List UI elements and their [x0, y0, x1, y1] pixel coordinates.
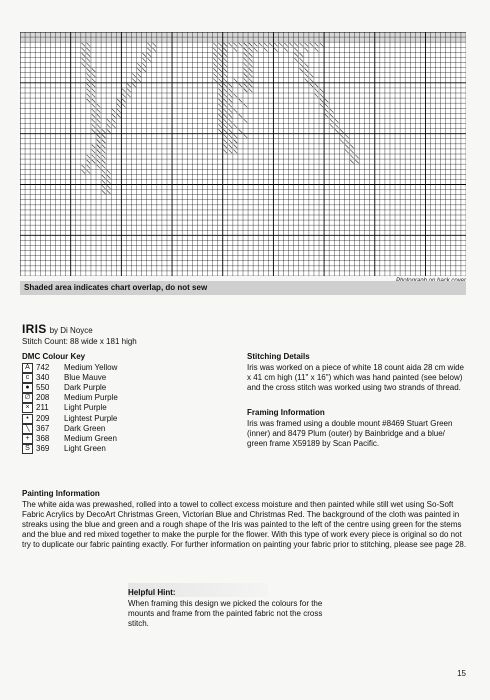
colour-key-row — [22, 403, 118, 413]
hint-text: When framing this design we picked the colours for the mounts and frame from the painted fabric not the cross stitch. — [128, 599, 323, 628]
colour-key-table — [22, 363, 118, 454]
dmc-code: 208 — [36, 393, 50, 403]
dmc-code: 742 — [36, 363, 50, 373]
hint-heading: Helpful Hint: — [128, 588, 176, 597]
colour-name: Blue Mauve — [64, 373, 107, 383]
colour-name: Dark Green — [64, 423, 106, 433]
colour-key-row — [22, 363, 118, 373]
dmc-code: 368 — [36, 433, 50, 443]
colour-key-row — [22, 373, 118, 383]
symbol-a-icon: A — [22, 363, 33, 373]
dmc-code: 550 — [36, 383, 50, 393]
symbol-dot-icon: ● — [22, 383, 33, 393]
colour-name: Light Purple — [64, 403, 107, 413]
painting-information — [22, 489, 468, 550]
colour-key-row — [22, 424, 118, 434]
symbol-diagonal-icon: ╲ — [22, 424, 33, 434]
title-line — [22, 322, 137, 336]
stitch-count: Stitch Count: 88 wide x 181 high — [22, 337, 137, 346]
dmc-code: 340 — [36, 373, 50, 383]
symbol-small-dot-icon: • — [22, 414, 33, 424]
colour-name: Dark Purple — [64, 383, 107, 393]
symbol-c-icon: c — [22, 373, 33, 383]
overlap-note: Shaded area indicates chart overlap, do not sew — [24, 283, 208, 292]
pattern-title: IRIS — [22, 322, 47, 336]
colour-name: Medium Yellow — [64, 363, 118, 373]
framing-text: Iris was framed using a double mount #8469 Stuart Green (inner) and 8479 Plum (outer) by Bainbridge and a blue/ green frame X59189 by Scan Pacific. — [247, 419, 453, 448]
colour-key-row — [22, 434, 118, 444]
colour-key-row — [22, 444, 118, 454]
colour-key-heading: DMC Colour Key — [22, 352, 86, 361]
dmc-code: 209 — [36, 413, 50, 423]
symbol-slash-circle-icon: ∅ — [22, 393, 33, 403]
pattern-title-block — [22, 322, 137, 346]
stitching-details — [247, 352, 467, 393]
stitching-text: Iris was worked on a piece of white 18 count aida 28 cm wide x 41 cm high (11" x 16") which was hand painted (see below) and the cross stitch was worked using two strands of thread. — [247, 363, 465, 392]
colour-name: Lightest Purple — [64, 413, 118, 423]
framing-heading: Framing Information — [247, 408, 325, 417]
colour-key-row — [22, 383, 118, 393]
colour-name: Medium Green — [64, 433, 117, 443]
dmc-code: 369 — [36, 443, 50, 453]
stitching-heading: Stitching Details — [247, 352, 310, 361]
overlap-banner — [20, 281, 466, 295]
painting-heading: Painting Information — [22, 489, 100, 498]
symbol-plus-icon: + — [22, 434, 33, 444]
colour-name: Medium Purple — [64, 393, 118, 403]
chart-grid — [20, 32, 466, 276]
framing-information — [247, 408, 467, 449]
colour-name: Light Green — [64, 443, 106, 453]
painting-text: The white aida was prewashed, rolled into a towel to collect excess moisture and then painted while still wet using So-Soft Fabric Acrylics by DecoArt Christmas Green, Victorian Blue and Christmas Red. The background of the cloth was painted in streaks using the blue and green and a rough shape of the Iris was painted to the left of the centre using green for the stems and the blue and red mixed together to make the purple for the flower. With this type of work every piece is original so do not try to duplicate our fabric painting exactly. For further information on painting your fabric prior to stitching, please see page 28. — [22, 500, 467, 549]
cross-stitch-chart — [20, 32, 466, 276]
colour-key-row — [22, 393, 118, 403]
helpful-hint — [128, 588, 338, 629]
symbol-s-icon: S — [22, 444, 33, 454]
page-number: 15 — [457, 669, 466, 678]
symbol-cross-icon: × — [22, 403, 33, 413]
pattern-byline: by Di Noyce — [49, 326, 93, 335]
colour-key-row — [22, 414, 118, 424]
colour-key — [22, 352, 212, 454]
dmc-code: 211 — [36, 403, 49, 413]
dmc-code: 367 — [36, 423, 50, 433]
